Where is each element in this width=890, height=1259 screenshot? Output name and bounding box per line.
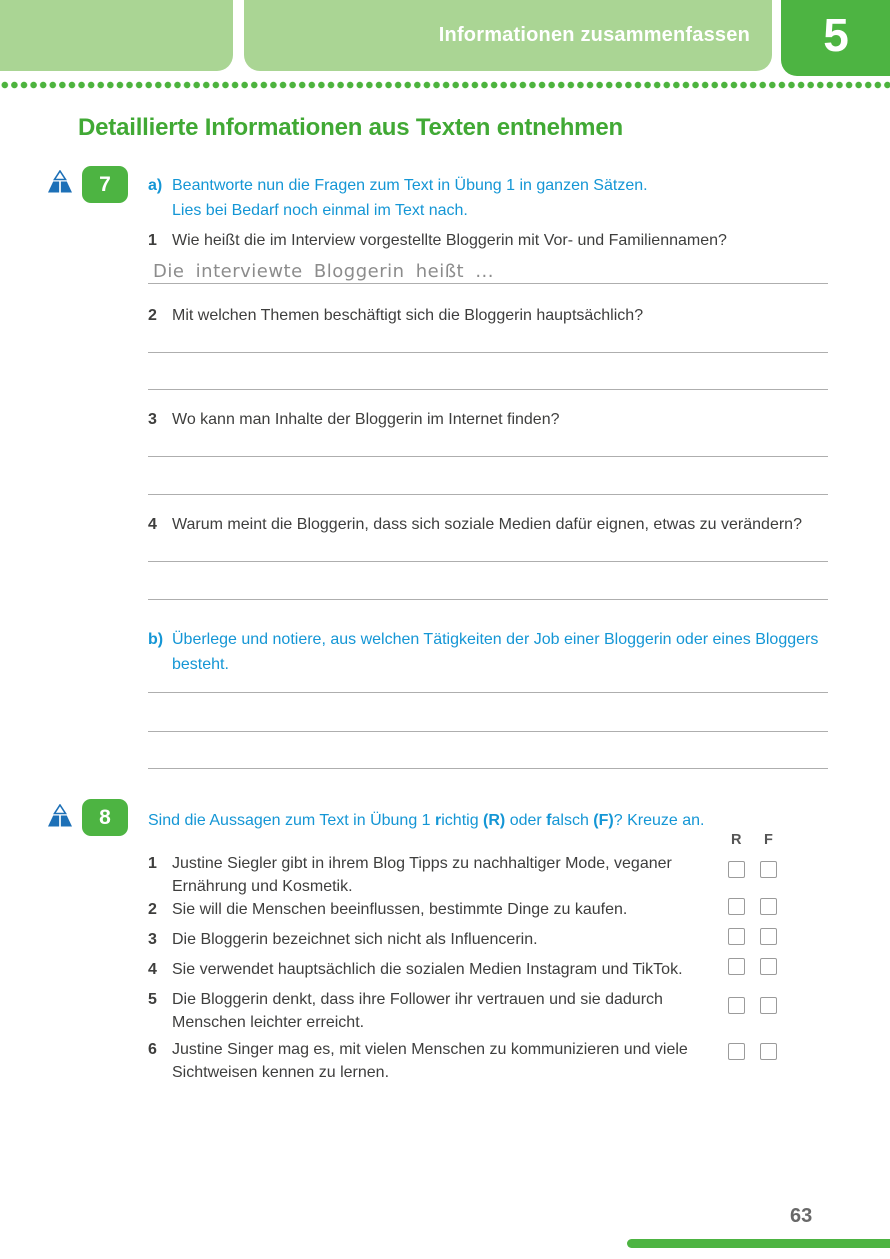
checkbox-f-1[interactable] — [760, 861, 777, 878]
difficulty-pyramid-icon — [46, 170, 74, 194]
answer-line[interactable] — [148, 768, 828, 769]
checkbox-f-4[interactable] — [760, 958, 777, 975]
question-text: Wie heißt die im Interview vorgestellte Bloggerin mit Vor- und Familiennamen? — [172, 232, 727, 249]
statement-3 — [148, 929, 538, 951]
instruction-line: Beantworte nun die Fragen zum Text in Übung 1 in ganzen Sätzen. — [172, 177, 648, 194]
question-number: 3 — [148, 411, 157, 428]
answer-line[interactable] — [148, 692, 828, 693]
answer-line[interactable] — [148, 561, 828, 562]
chapter-title: Informationen zusammenfassen — [438, 24, 750, 46]
exercise-number-7: 7 — [82, 166, 128, 203]
question-number: 2 — [148, 307, 157, 324]
statement-2 — [148, 899, 628, 921]
page-number: 63 — [790, 1205, 813, 1227]
question-text: Warum meint die Bloggerin, dass sich soziale Medien dafür eignen, etwas zu verändern? — [172, 516, 802, 533]
statement-number: 2 — [148, 901, 157, 918]
answer-line[interactable] — [148, 456, 828, 457]
exercise7-instruction-a — [148, 173, 648, 223]
checkbox-r-1[interactable] — [728, 861, 745, 878]
question-3 — [148, 409, 560, 431]
exercise7-instruction-b — [148, 627, 819, 677]
statement-5 — [148, 988, 663, 1034]
answer-line[interactable] — [148, 283, 828, 284]
answer-line[interactable] — [148, 352, 828, 353]
question-4 — [148, 514, 802, 536]
footer-bar — [627, 1239, 890, 1248]
instruction-line: Überlege und notiere, aus welchen Tätigkeiten der Job einer Bloggerin oder eines Bloggers — [172, 631, 819, 648]
question-text: Wo kann man Inhalte der Bloggerin im Internet finden? — [172, 411, 560, 428]
statement-1 — [148, 852, 672, 898]
instruction-line: besteht. — [172, 656, 229, 673]
statement-text: Die Bloggerin bezeichnet sich nicht als Influencerin. — [172, 931, 538, 948]
statement-number: 3 — [148, 931, 157, 948]
question-number: 4 — [148, 516, 157, 533]
checkbox-f-6[interactable] — [760, 1043, 777, 1060]
statement-text: Ernährung und Kosmetik. — [172, 878, 353, 895]
checkbox-f-2[interactable] — [760, 898, 777, 915]
checkbox-f-3[interactable] — [760, 928, 777, 945]
unit-number: 5 — [823, 9, 849, 61]
statement-text: Justine Singer mag es, mit vielen Menschen zu kommunizieren und viele — [172, 1041, 688, 1058]
answer-line[interactable] — [148, 731, 828, 732]
page-title: Detaillierte Informationen aus Texten entnehmen — [78, 114, 623, 141]
statement-number: 5 — [148, 991, 157, 1008]
difficulty-pyramid-icon — [46, 804, 74, 828]
answer-line[interactable] — [148, 494, 828, 495]
statement-6 — [148, 1038, 688, 1084]
exercise-number-8: 8 — [82, 799, 128, 836]
statement-number: 6 — [148, 1041, 157, 1058]
header-left-block — [0, 0, 233, 71]
checkbox-r-3[interactable] — [728, 928, 745, 945]
checkbox-r-2[interactable] — [728, 898, 745, 915]
checkbox-f-5[interactable] — [760, 997, 777, 1014]
statement-text: Sie will die Menschen beeinflussen, bestimmte Dinge zu kaufen. — [172, 901, 628, 918]
question-text: Mit welchen Themen beschäftigt sich die Bloggerin hauptsächlich? — [172, 307, 644, 324]
column-header-r: R — [731, 832, 742, 848]
part-b-label: b) — [148, 631, 164, 648]
statement-text: Die Bloggerin denkt, dass ihre Follower ihr vertrauen und sie dadurch — [172, 991, 663, 1008]
sample-answer: Die interviewte Bloggerin heißt ... — [153, 261, 494, 282]
statement-number: 1 — [148, 855, 157, 872]
statement-text: Sichtweisen kennen zu lernen. — [172, 1064, 390, 1081]
part-a-label: a) — [148, 177, 163, 194]
statement-text: Menschen leichter erreicht. — [172, 1014, 365, 1031]
checkbox-r-6[interactable] — [728, 1043, 745, 1060]
question-1 — [148, 230, 727, 252]
instruction-line: Lies bei Bedarf noch einmal im Text nach. — [172, 202, 468, 219]
checkbox-r-4[interactable] — [728, 958, 745, 975]
unit-number-tab — [781, 0, 890, 76]
exercise8-instruction: Sind die Aussagen zum Text in Übung 1 richtig (R) oder falsch (F)? Kreuze an. — [148, 812, 705, 829]
statement-text: Sie verwendet hauptsächlich die sozialen Medien Instagram und TikTok. — [172, 961, 683, 978]
statement-text: Justine Siegler gibt in ihrem Blog Tipps zu nachhaltiger Mode, veganer — [172, 855, 672, 872]
checkbox-r-5[interactable] — [728, 997, 745, 1014]
dotted-divider — [0, 80, 890, 90]
question-number: 1 — [148, 232, 157, 249]
statement-4 — [148, 959, 683, 981]
answer-line[interactable] — [148, 389, 828, 390]
question-2 — [148, 305, 644, 327]
answer-line[interactable] — [148, 599, 828, 600]
statement-number: 4 — [148, 961, 157, 978]
header-chapter-block — [244, 0, 772, 71]
column-header-f: F — [764, 832, 773, 848]
